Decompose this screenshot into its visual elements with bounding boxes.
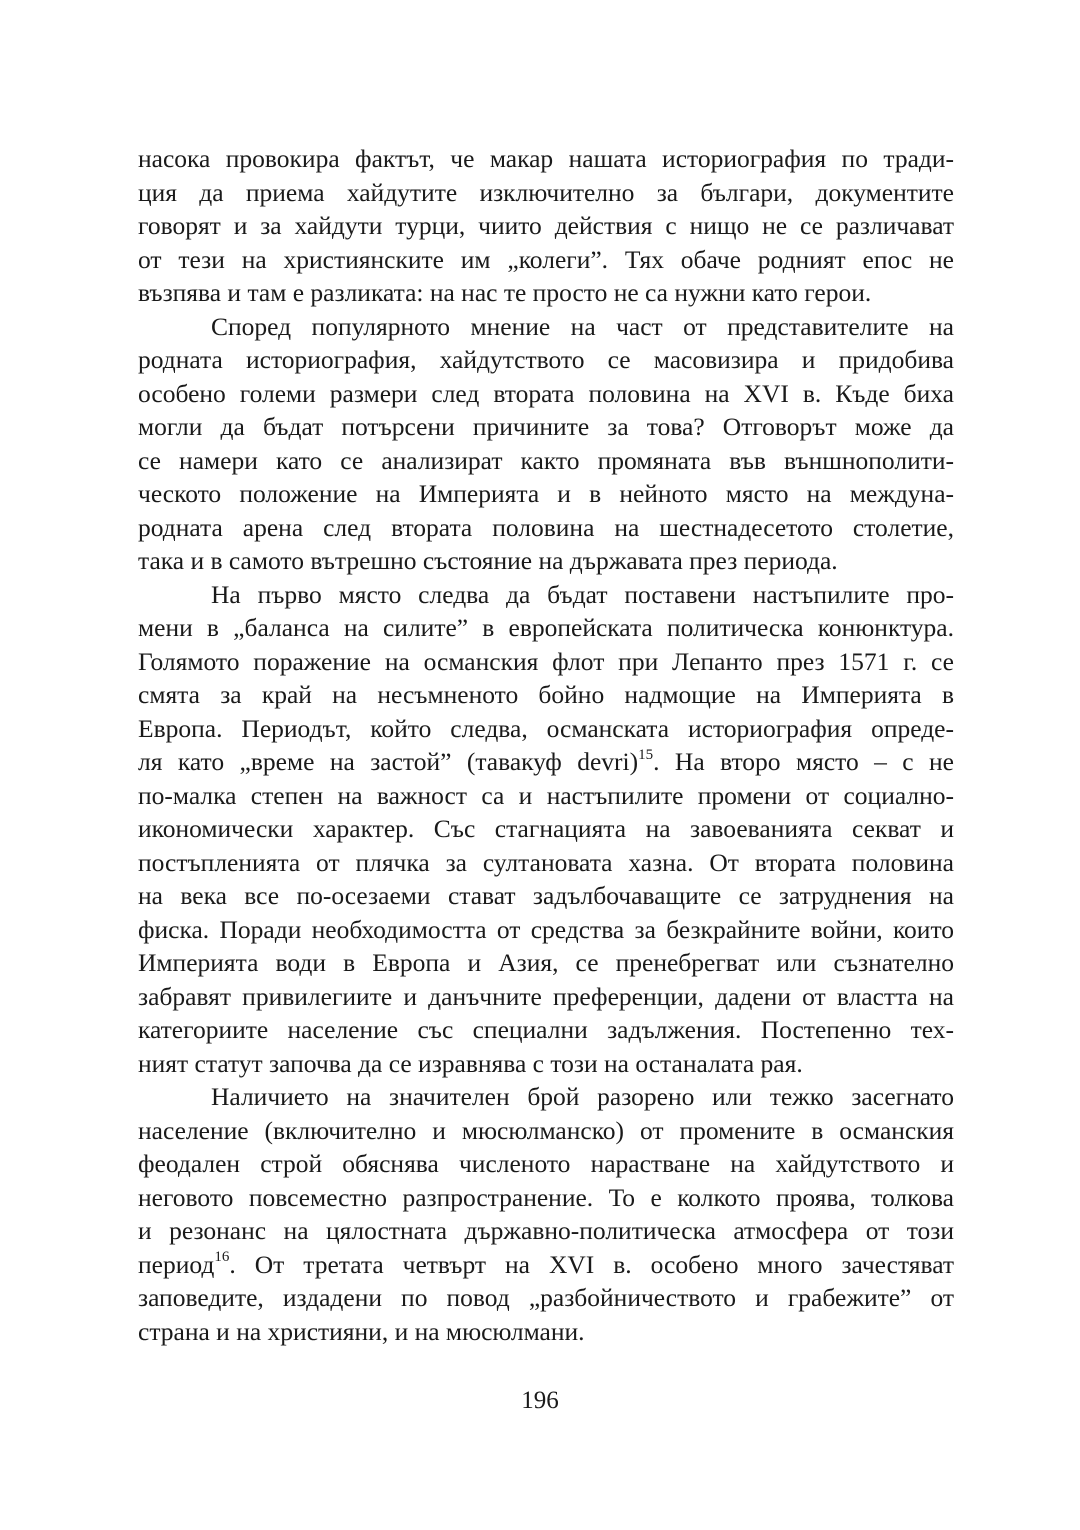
text-line xyxy=(138,1114,954,1148)
line-text: фиска. Поради необходимостта от средства за безкрайните войни, които xyxy=(138,914,954,944)
text-line xyxy=(138,1214,954,1248)
line-text: от тези на християнските им „колеги”. Тях обаче родният епос не xyxy=(138,244,954,274)
line-text: ция да приема хайдутите изключително за българи, документите xyxy=(138,177,954,207)
text-line xyxy=(138,310,954,344)
line-text: родната историография, хайдутството се масовизира и придобива xyxy=(138,345,954,374)
text-line xyxy=(138,209,954,243)
line-text: смята за край на несъмненото бойно надмощие на Империята в xyxy=(138,680,954,709)
body-text xyxy=(138,142,954,1348)
line-text: така и в самото вътрешно състояние на държавата през периода. xyxy=(138,546,838,575)
text-line xyxy=(138,611,954,645)
text-line xyxy=(138,678,954,712)
line-text: говорят и за хайдути турци, чиито действия с нищо не се различават xyxy=(138,211,954,240)
line-text: Според популярното мнение на част от представителите на xyxy=(211,311,954,341)
text-line xyxy=(138,1080,954,1114)
line-text: особено големи размери след втората половина на XVI в. Къде биха xyxy=(138,378,954,408)
text-line xyxy=(138,879,954,913)
footnote-ref: 15 xyxy=(638,746,654,763)
text-line xyxy=(138,1013,954,1047)
line-text-continued: . От третата четвърт на XVI в. особено много зачестяват xyxy=(229,1249,954,1279)
line-text: и резонанс на цялостната държавно-политическа атмосфера от този xyxy=(138,1216,954,1245)
line-text: Империята води в Европа и Азия, се пренебрегват или съзнателно xyxy=(138,948,954,977)
line-text: На първо място следва да бъдат поставени настъпилите про- xyxy=(211,579,954,609)
text-line xyxy=(138,477,954,511)
text-line xyxy=(138,1248,954,1282)
line-text: феодален строй обяснява численото нарастване на хайдутството и xyxy=(138,1149,954,1178)
line-text-continued: . На второ място – с не xyxy=(653,747,954,776)
line-text: насока провокира фактът, че макар нашата историография по тради- xyxy=(138,144,954,173)
text-line xyxy=(138,1181,954,1215)
text-line xyxy=(138,846,954,880)
text-line xyxy=(138,645,954,679)
text-line xyxy=(138,812,954,846)
text-line xyxy=(138,745,954,779)
line-text: ля като „време на застой” (тавакуф devri) xyxy=(138,747,639,776)
text-line xyxy=(138,377,954,411)
text-line xyxy=(138,779,954,813)
text-line xyxy=(138,913,954,947)
line-text: население (включително и мюсюлманско) от промените в османския xyxy=(138,1115,954,1145)
line-text: неговото повсеместно разпространение. То е колкото проява, толкова xyxy=(138,1182,954,1212)
line-text: могли да бъдат потърсени причините за това? Отговорът може да xyxy=(138,412,954,441)
text-line xyxy=(138,142,954,176)
footnote-ref: 16 xyxy=(214,1249,230,1265)
text-line xyxy=(138,1281,954,1315)
line-text: ческото положение на Империята и в нейното място на междуна- xyxy=(138,479,954,508)
text-line xyxy=(138,511,954,545)
line-text: се намери като се анализират както промяната във външнополити- xyxy=(138,445,954,475)
line-text: мени в „баланса на силите” в европейската политическа конюнктура. xyxy=(138,613,954,642)
text-line xyxy=(138,712,954,746)
line-text: страна и на християни, и на мюсюлмани. xyxy=(138,1316,585,1346)
line-text: категориите население със специални задължения. Постепенно тех- xyxy=(138,1015,954,1044)
line-text: родната арена след втората половина на шестнадесетото столетие, xyxy=(138,512,954,542)
line-text: възпява и там е разликата: на нас те просто не са нужни като герои. xyxy=(138,278,872,307)
text-line xyxy=(138,1047,954,1081)
line-text: на века все по-осезаеми стават задълбочаващите се затруднения на xyxy=(138,881,954,910)
text-line xyxy=(138,980,954,1014)
text-line xyxy=(138,176,954,210)
line-text: Наличието на значителен брой разорено или тежко засегнато xyxy=(211,1082,954,1111)
text-line xyxy=(138,343,954,377)
line-text: период xyxy=(138,1249,215,1279)
page-number: 196 xyxy=(521,1387,559,1414)
line-text: забравят привилегиите и данъчните преференции, дадени от властта на xyxy=(138,981,954,1011)
text-line xyxy=(138,544,954,578)
text-line xyxy=(138,243,954,277)
line-text: Европа. Периодът, който следва, османската историография опреде- xyxy=(138,713,954,743)
text-line xyxy=(138,1147,954,1181)
line-text: ният статут започва да се изравнява с този на останалата рая. xyxy=(138,1048,803,1078)
line-text: по-малка степен на важност са и настъпилите промени от социално- xyxy=(138,780,954,810)
text-line xyxy=(138,578,954,612)
text-line xyxy=(138,1315,954,1349)
text-line xyxy=(138,946,954,980)
text-line xyxy=(138,410,954,444)
text-line xyxy=(138,444,954,478)
line-text: постъпленията от плячка за султановата хазна. От втората половина xyxy=(138,847,954,877)
text-line xyxy=(138,276,954,310)
line-text: икономически характер. Със стагнацията на завоеванията секват и xyxy=(138,814,954,843)
line-text: Голямото поражение на османския флот при Лепанто през 1571 г. се xyxy=(138,646,954,676)
line-text: заповедите, издадени по повод „разбойничеството и грабежите” от xyxy=(138,1283,954,1312)
